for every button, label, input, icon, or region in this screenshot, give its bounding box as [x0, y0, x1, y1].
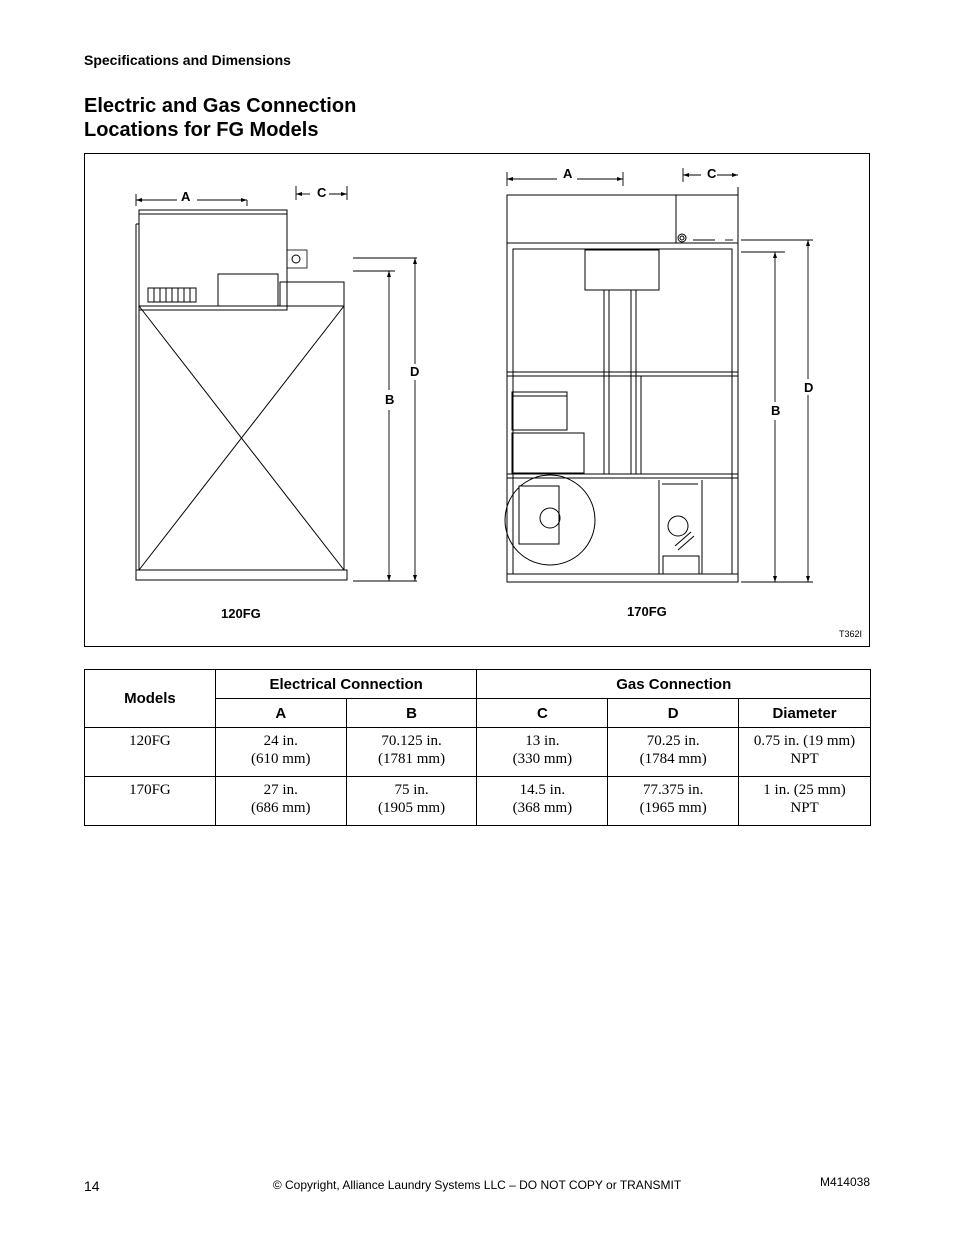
table-header-row	[85, 670, 871, 699]
header-b: B	[346, 699, 477, 728]
dim-label-c-120fg: C	[317, 185, 327, 200]
header-gas: Gas Connection	[477, 670, 871, 699]
header-models: Models	[85, 670, 216, 728]
copyright-notice: © Copyright, Alliance Laundry Systems LLC – DO NOT COPY or TRANSMIT	[272, 1178, 682, 1192]
connection-diagram	[84, 153, 870, 647]
header-d: D	[608, 699, 739, 728]
section-header: Specifications and Dimensions	[84, 52, 291, 68]
dim-label-d-120fg: D	[410, 364, 420, 379]
figure-reference: T362I	[839, 629, 863, 639]
table-row	[85, 777, 871, 826]
machine-120fg-outline	[136, 210, 347, 580]
model-label-120fg: 120FG	[221, 606, 261, 621]
cell-b: 75 in. (1905 mm)	[346, 777, 477, 826]
page-title-line-2: Locations for FG Models	[84, 119, 319, 141]
header-electrical: Electrical Connection	[215, 670, 477, 699]
cell-d: 70.25 in. (1784 mm)	[608, 728, 739, 777]
header-diameter: Diameter	[739, 699, 871, 728]
connection-spec-table	[84, 669, 871, 826]
page-title	[84, 94, 356, 142]
table-row	[85, 728, 871, 777]
cell-model: 120FG	[85, 728, 216, 777]
cell-a: 24 in. (610 mm)	[215, 728, 346, 777]
dim-label-b-120fg: B	[385, 392, 395, 407]
dim-label-d-170fg: D	[804, 380, 814, 395]
document-number: M414038	[819, 1175, 870, 1189]
dim-label-b-170fg: B	[771, 403, 781, 418]
page-number: 14	[84, 1178, 100, 1194]
cell-model: 170FG	[85, 777, 216, 826]
connection-diagram-drawing	[85, 154, 871, 648]
gas-inlet-120fg	[292, 255, 300, 263]
cell-c: 13 in. (330 mm)	[477, 728, 608, 777]
machine-170fg-outline	[505, 187, 738, 582]
cell-a: 27 in. (686 mm)	[215, 777, 346, 826]
model-label-170fg: 170FG	[627, 604, 667, 619]
dimensions-120fg	[136, 186, 420, 581]
cell-d: 77.375 in. (1965 mm)	[608, 777, 739, 826]
header-a: A	[215, 699, 346, 728]
cell-c: 14.5 in. (368 mm)	[477, 777, 608, 826]
cell-b: 70.125 in. (1781 mm)	[346, 728, 477, 777]
header-c: C	[477, 699, 608, 728]
dim-label-c-170fg: C	[707, 166, 717, 181]
cell-diameter: 0.75 in. (19 mm) NPT	[739, 728, 871, 777]
cell-diameter: 1 in. (25 mm) NPT	[739, 777, 871, 826]
gas-inlet-170fg	[678, 234, 686, 242]
page-title-line-1: Electric and Gas Connection	[84, 95, 357, 117]
dim-label-a-120fg: A	[181, 189, 191, 204]
dim-label-a-170fg: A	[563, 166, 573, 181]
